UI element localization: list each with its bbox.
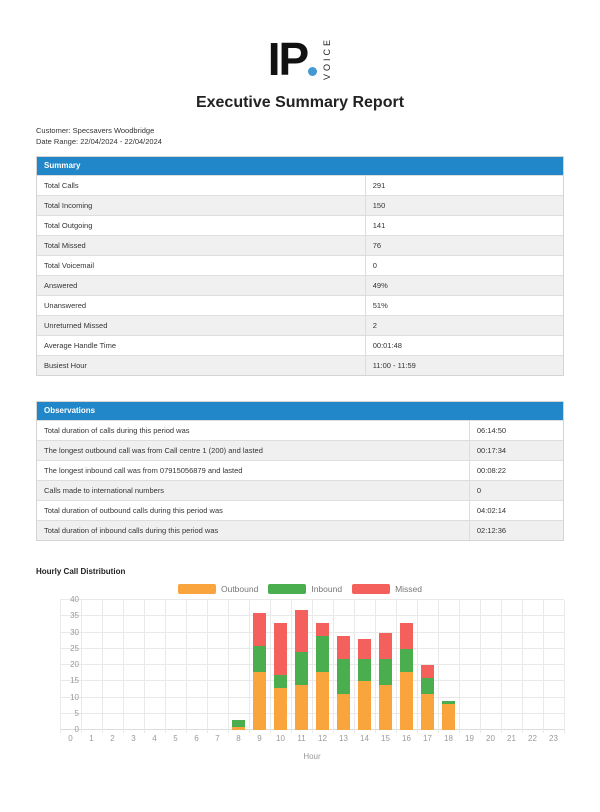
x-tick-label: 9 (257, 734, 262, 743)
row-value: 11:00 - 11:59 (372, 361, 416, 370)
row-label: Total Missed (37, 236, 366, 255)
row-value: 51% (372, 301, 388, 310)
bar-hour-0 (60, 600, 81, 730)
table-row (37, 355, 563, 375)
row-label: Total duration of calls during this period was (37, 421, 470, 440)
table-row (37, 215, 563, 235)
legend-item-outbound (178, 584, 258, 594)
legend-swatch-outbound (178, 584, 216, 594)
bar-hour-3 (123, 600, 144, 730)
bar-hour-7 (207, 600, 228, 730)
bar-segment-missed (400, 623, 413, 649)
bar-hour-17 (417, 600, 438, 730)
row-label: The longest inbound call was from 07915056879 and lasted (37, 461, 470, 480)
row-value: 04:02:14 (476, 506, 507, 515)
x-tick-label: 8 (236, 734, 241, 743)
x-tick-label: 6 (194, 734, 199, 743)
legend-swatch-inbound (268, 584, 306, 594)
bar-hour-10 (270, 600, 291, 730)
bar-hour-15 (375, 600, 396, 730)
bar-segment-inbound (274, 675, 287, 688)
bar-hour-6 (186, 600, 207, 730)
bar-segment-outbound (400, 672, 413, 731)
summary-table-body (37, 175, 563, 375)
bar-segment-missed (253, 613, 266, 646)
y-tick-label: 15 (70, 676, 79, 686)
row-label: Answered (37, 276, 366, 295)
row-value: 0 (372, 261, 377, 270)
x-tick-label: 17 (423, 734, 432, 743)
bar-segment-outbound (379, 685, 392, 731)
row-value: 291 (372, 181, 386, 190)
x-tick-label: 11 (297, 734, 306, 743)
chart-x-axis-title: Hour (303, 752, 321, 761)
row-value: 00:08:22 (476, 466, 507, 475)
bar-segment-outbound (316, 672, 329, 731)
bar-hour-2 (102, 600, 123, 730)
bar-hour-21 (501, 600, 522, 730)
legend-label: Inbound (311, 584, 343, 594)
y-tick-label: 25 (70, 643, 79, 653)
bar-hour-4 (144, 600, 165, 730)
y-tick-label: 0 (74, 725, 79, 734)
bar-segment-inbound (253, 646, 266, 672)
table-row (37, 315, 563, 335)
logo-ip-text: IP (267, 32, 308, 85)
table-row (37, 255, 563, 275)
bar-segment-outbound (295, 685, 308, 731)
bar-hour-8 (228, 600, 249, 730)
summary-table (36, 156, 564, 376)
row-label: Total Voicemail (37, 256, 366, 275)
row-value: 2 (372, 321, 377, 330)
logo-wordmark (267, 32, 317, 85)
table-row (37, 235, 563, 255)
bar-segment-missed (421, 665, 434, 678)
x-tick-label: 10 (276, 734, 285, 743)
observations-table (36, 401, 564, 541)
bar-hour-16 (396, 600, 417, 730)
y-tick-label: 10 (70, 692, 79, 702)
bar-segment-inbound (295, 652, 308, 685)
y-tick-label: 30 (70, 627, 79, 637)
x-tick-label: 1 (89, 734, 94, 743)
summary-table-header: Summary (37, 157, 563, 175)
x-tick-label: 18 (444, 734, 453, 743)
date-range-line: Date Range: 22/04/2024 - 22/04/2024 (36, 137, 162, 146)
y-tick-label: 35 (70, 611, 79, 621)
table-row (37, 460, 563, 480)
chart-title: Hourly Call Distribution (36, 567, 126, 576)
x-tick-label: 3 (131, 734, 136, 743)
y-tick-label: 40 (70, 595, 79, 604)
row-label: Total duration of outbound calls during this period was (37, 501, 470, 520)
row-value: 49% (372, 281, 388, 290)
table-row (37, 480, 563, 500)
row-value: 150 (372, 201, 386, 210)
row-value: 141 (372, 221, 386, 230)
row-label: Total Calls (37, 176, 366, 195)
bar-hour-22 (522, 600, 543, 730)
x-tick-label: 15 (381, 734, 390, 743)
x-tick-label: 20 (486, 734, 495, 743)
bar-segment-outbound (358, 681, 371, 730)
bar-hour-11 (291, 600, 312, 730)
table-row (37, 500, 563, 520)
x-tick-label: 4 (152, 734, 157, 743)
bar-segment-outbound (337, 694, 350, 730)
legend-label: Missed (395, 584, 422, 594)
table-row (37, 295, 563, 315)
bar-segment-inbound (358, 659, 371, 682)
legend-item-missed (352, 584, 422, 594)
row-label: Average Handle Time (37, 336, 366, 355)
x-tick-label: 19 (465, 734, 474, 743)
row-value: 76 (372, 241, 382, 250)
row-value: 02:12:36 (476, 526, 507, 535)
observations-table-body (37, 420, 563, 540)
bar-hour-12 (312, 600, 333, 730)
bar-segment-outbound (421, 694, 434, 730)
bar-segment-outbound (253, 672, 266, 731)
x-tick-label: 21 (507, 734, 516, 743)
x-tick-label: 12 (318, 734, 327, 743)
bar-hour-5 (165, 600, 186, 730)
y-tick-label: 20 (70, 660, 79, 669)
table-row (37, 335, 563, 355)
page-title: Executive Summary Report (195, 94, 405, 111)
row-label: Unreturned Missed (37, 316, 366, 335)
bar-segment-missed (274, 623, 287, 675)
row-label: Calls made to international numbers (37, 481, 470, 500)
bar-hour-1 (81, 600, 102, 730)
row-value: 06:14:50 (476, 426, 507, 435)
bar-segment-missed (295, 610, 308, 652)
table-row (37, 195, 563, 215)
bar-hour-23 (543, 600, 564, 730)
legend-item-inbound (268, 584, 342, 594)
logo (36, 26, 564, 85)
row-label: Busiest Hour (37, 356, 366, 375)
row-value: 00:17:34 (476, 446, 507, 455)
bar-hour-9 (249, 600, 270, 730)
bars-layer (60, 600, 564, 730)
bar-segment-outbound (274, 688, 287, 730)
observations-table-header: Observations (37, 402, 563, 420)
table-row (37, 175, 563, 195)
x-tick-label: 2 (110, 734, 115, 743)
row-label: Total Incoming (37, 196, 366, 215)
row-label: Total Outgoing (37, 216, 366, 235)
row-label: Unanswered (37, 296, 366, 315)
row-value: 0 (476, 486, 482, 495)
x-tick-label: 14 (360, 734, 369, 743)
bar-segment-missed (316, 623, 329, 636)
row-value: 00:01:48 (372, 341, 402, 350)
row-label: Total duration of inbound calls during this period was (37, 521, 470, 540)
hourly-call-distribution-chart (36, 595, 564, 761)
chart-plot-area (60, 595, 564, 734)
row-label: The longest outbound call was from Call centre 1 (200) and lasted (37, 441, 470, 460)
bar-segment-missed (358, 639, 371, 659)
bar-segment-missed (379, 633, 392, 659)
bar-segment-inbound (400, 649, 413, 672)
table-row (37, 420, 563, 440)
x-tick-label: 0 (68, 734, 73, 743)
bar-segment-inbound (421, 678, 434, 694)
bar-segment-missed (337, 636, 350, 659)
bar-hour-14 (354, 600, 375, 730)
bar-segment-outbound (232, 727, 245, 730)
table-row (37, 520, 563, 540)
chart-x-axis-labels (60, 734, 564, 743)
table-row (37, 275, 563, 295)
legend-label: Outbound (220, 584, 259, 594)
report-meta (36, 125, 564, 147)
bar-segment-inbound (379, 659, 392, 685)
bar-hour-19 (459, 600, 480, 730)
customer-line: Customer: Specsavers Woodbridge (36, 126, 155, 135)
legend-swatch-missed (352, 584, 390, 594)
bar-segment-inbound (316, 636, 329, 672)
x-tick-label: 23 (549, 734, 558, 743)
bar-hour-13 (333, 600, 354, 730)
bar-hour-20 (480, 600, 501, 730)
x-tick-label: 5 (173, 734, 178, 743)
chart-legend (36, 584, 564, 594)
x-gridline (564, 600, 565, 733)
bar-hour-18 (438, 600, 459, 730)
x-tick-label: 22 (528, 734, 537, 743)
x-tick-label: 16 (402, 734, 411, 743)
bar-segment-inbound (337, 659, 350, 695)
x-tick-label: 7 (215, 734, 220, 743)
table-row (37, 440, 563, 460)
logo-voice-text: VOICE (322, 36, 333, 80)
bar-segment-outbound (442, 704, 455, 730)
logo-dot-icon (308, 67, 317, 76)
y-tick-label: 5 (74, 708, 79, 718)
x-tick-label: 13 (339, 734, 348, 743)
